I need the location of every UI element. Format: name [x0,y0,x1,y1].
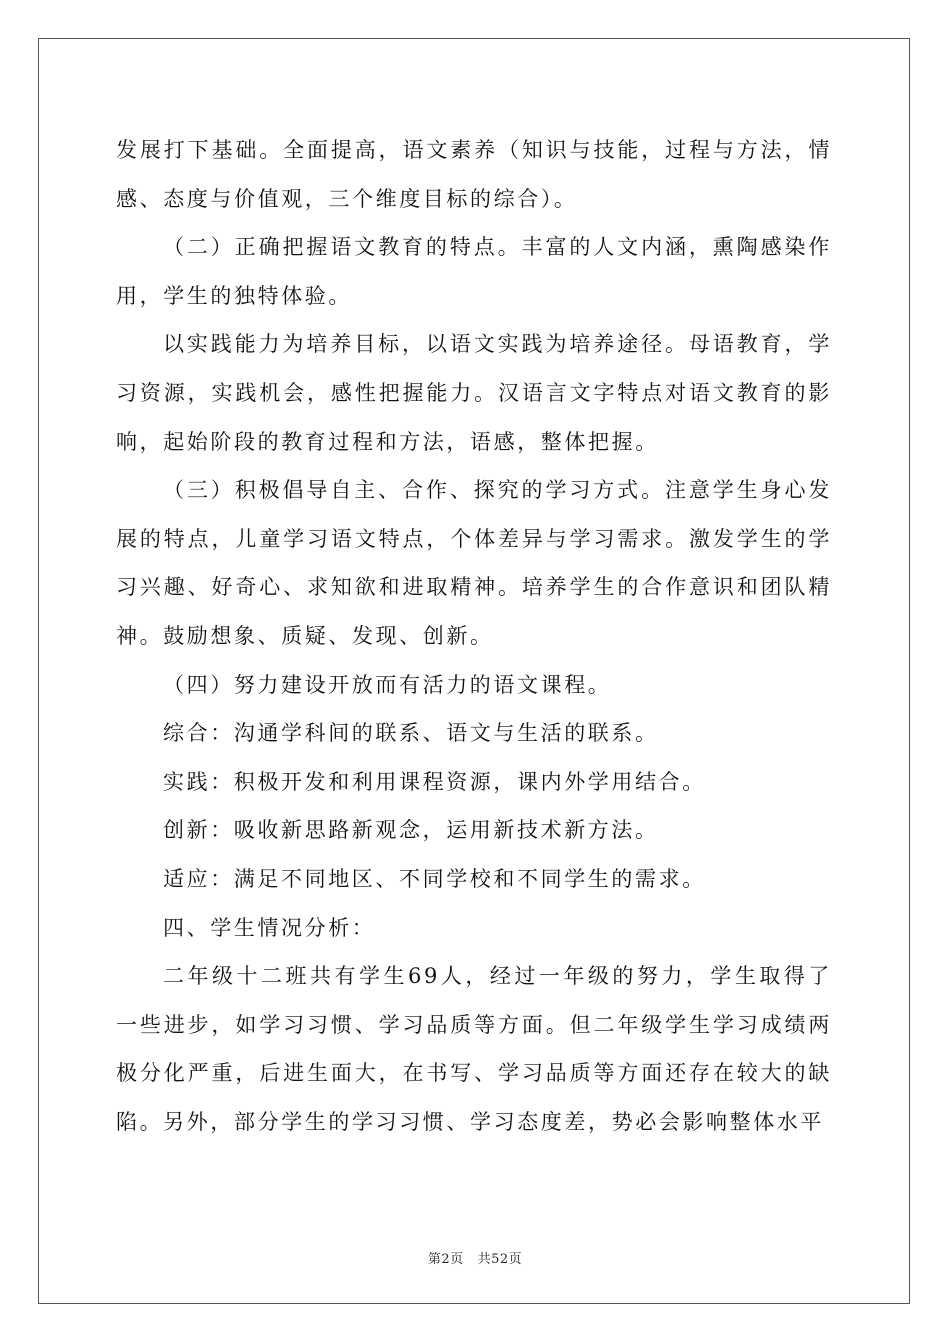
paragraph-2: （二）正确把握语文教育的特点。丰富的人文内涵，熏陶感染作用，学生的独特体验。 [116,235,832,308]
page-number: 第2页 [427,1252,464,1267]
paragraph-9: 适应：满足不同地区、不同学校和不同学生的需求。 [163,866,706,891]
paragraph-7: 实践：积极开发和利用课程资源，课内外学用结合。 [163,769,706,794]
document-body [116,126,832,1146]
paragraph-5: （四）努力建设开放而有活力的语文课程。 [163,672,612,697]
page-footer [0,1248,950,1267]
paragraph-4: （三）积极倡导自主、合作、探究的学习方式。注意学生身心发展的特点，儿童学习语文特点，个体差异与学习需求。激发学生的学习兴趣、好奇心、求知欲和进取精神。培养学生的合作意识和团队精神。鼓励想象、质疑、发现、创新。 [116,478,832,648]
section-heading: 四、学生情况分析： [163,915,376,940]
paragraph-3: 以实践能力为培养目标，以语文实践为培养途径。母语教育，学习资源，实践机会，感性把握能力。汉语言文字特点对语文教育的影响，起始阶段的教育过程和方法，语感，整体把握。 [116,332,832,454]
paragraph-1: 发展打下基础。全面提高，语文素养（知识与技能，过程与方法，情感、态度与价值观，三个维度目标的综合）。 [116,138,832,211]
paragraph-6: 综合：沟通学科间的联系、语文与生活的联系。 [163,721,659,746]
paragraph-11: 二年级十二班共有学生69人，经过一年级的努力，学生取得了一些进步，如学习习惯、学习品质等方面。但二年级学生学习成绩两极分化严重，后进生面大，在书写、学习品质等方面还存在较大的缺陷。另外，部分学生的学习习惯、学习态度差，势必会影响整体水平 [116,964,832,1134]
page-total: 共52页 [477,1252,523,1267]
paragraph-8: 创新：吸收新思路新观念，运用新技术新方法。 [163,818,659,843]
